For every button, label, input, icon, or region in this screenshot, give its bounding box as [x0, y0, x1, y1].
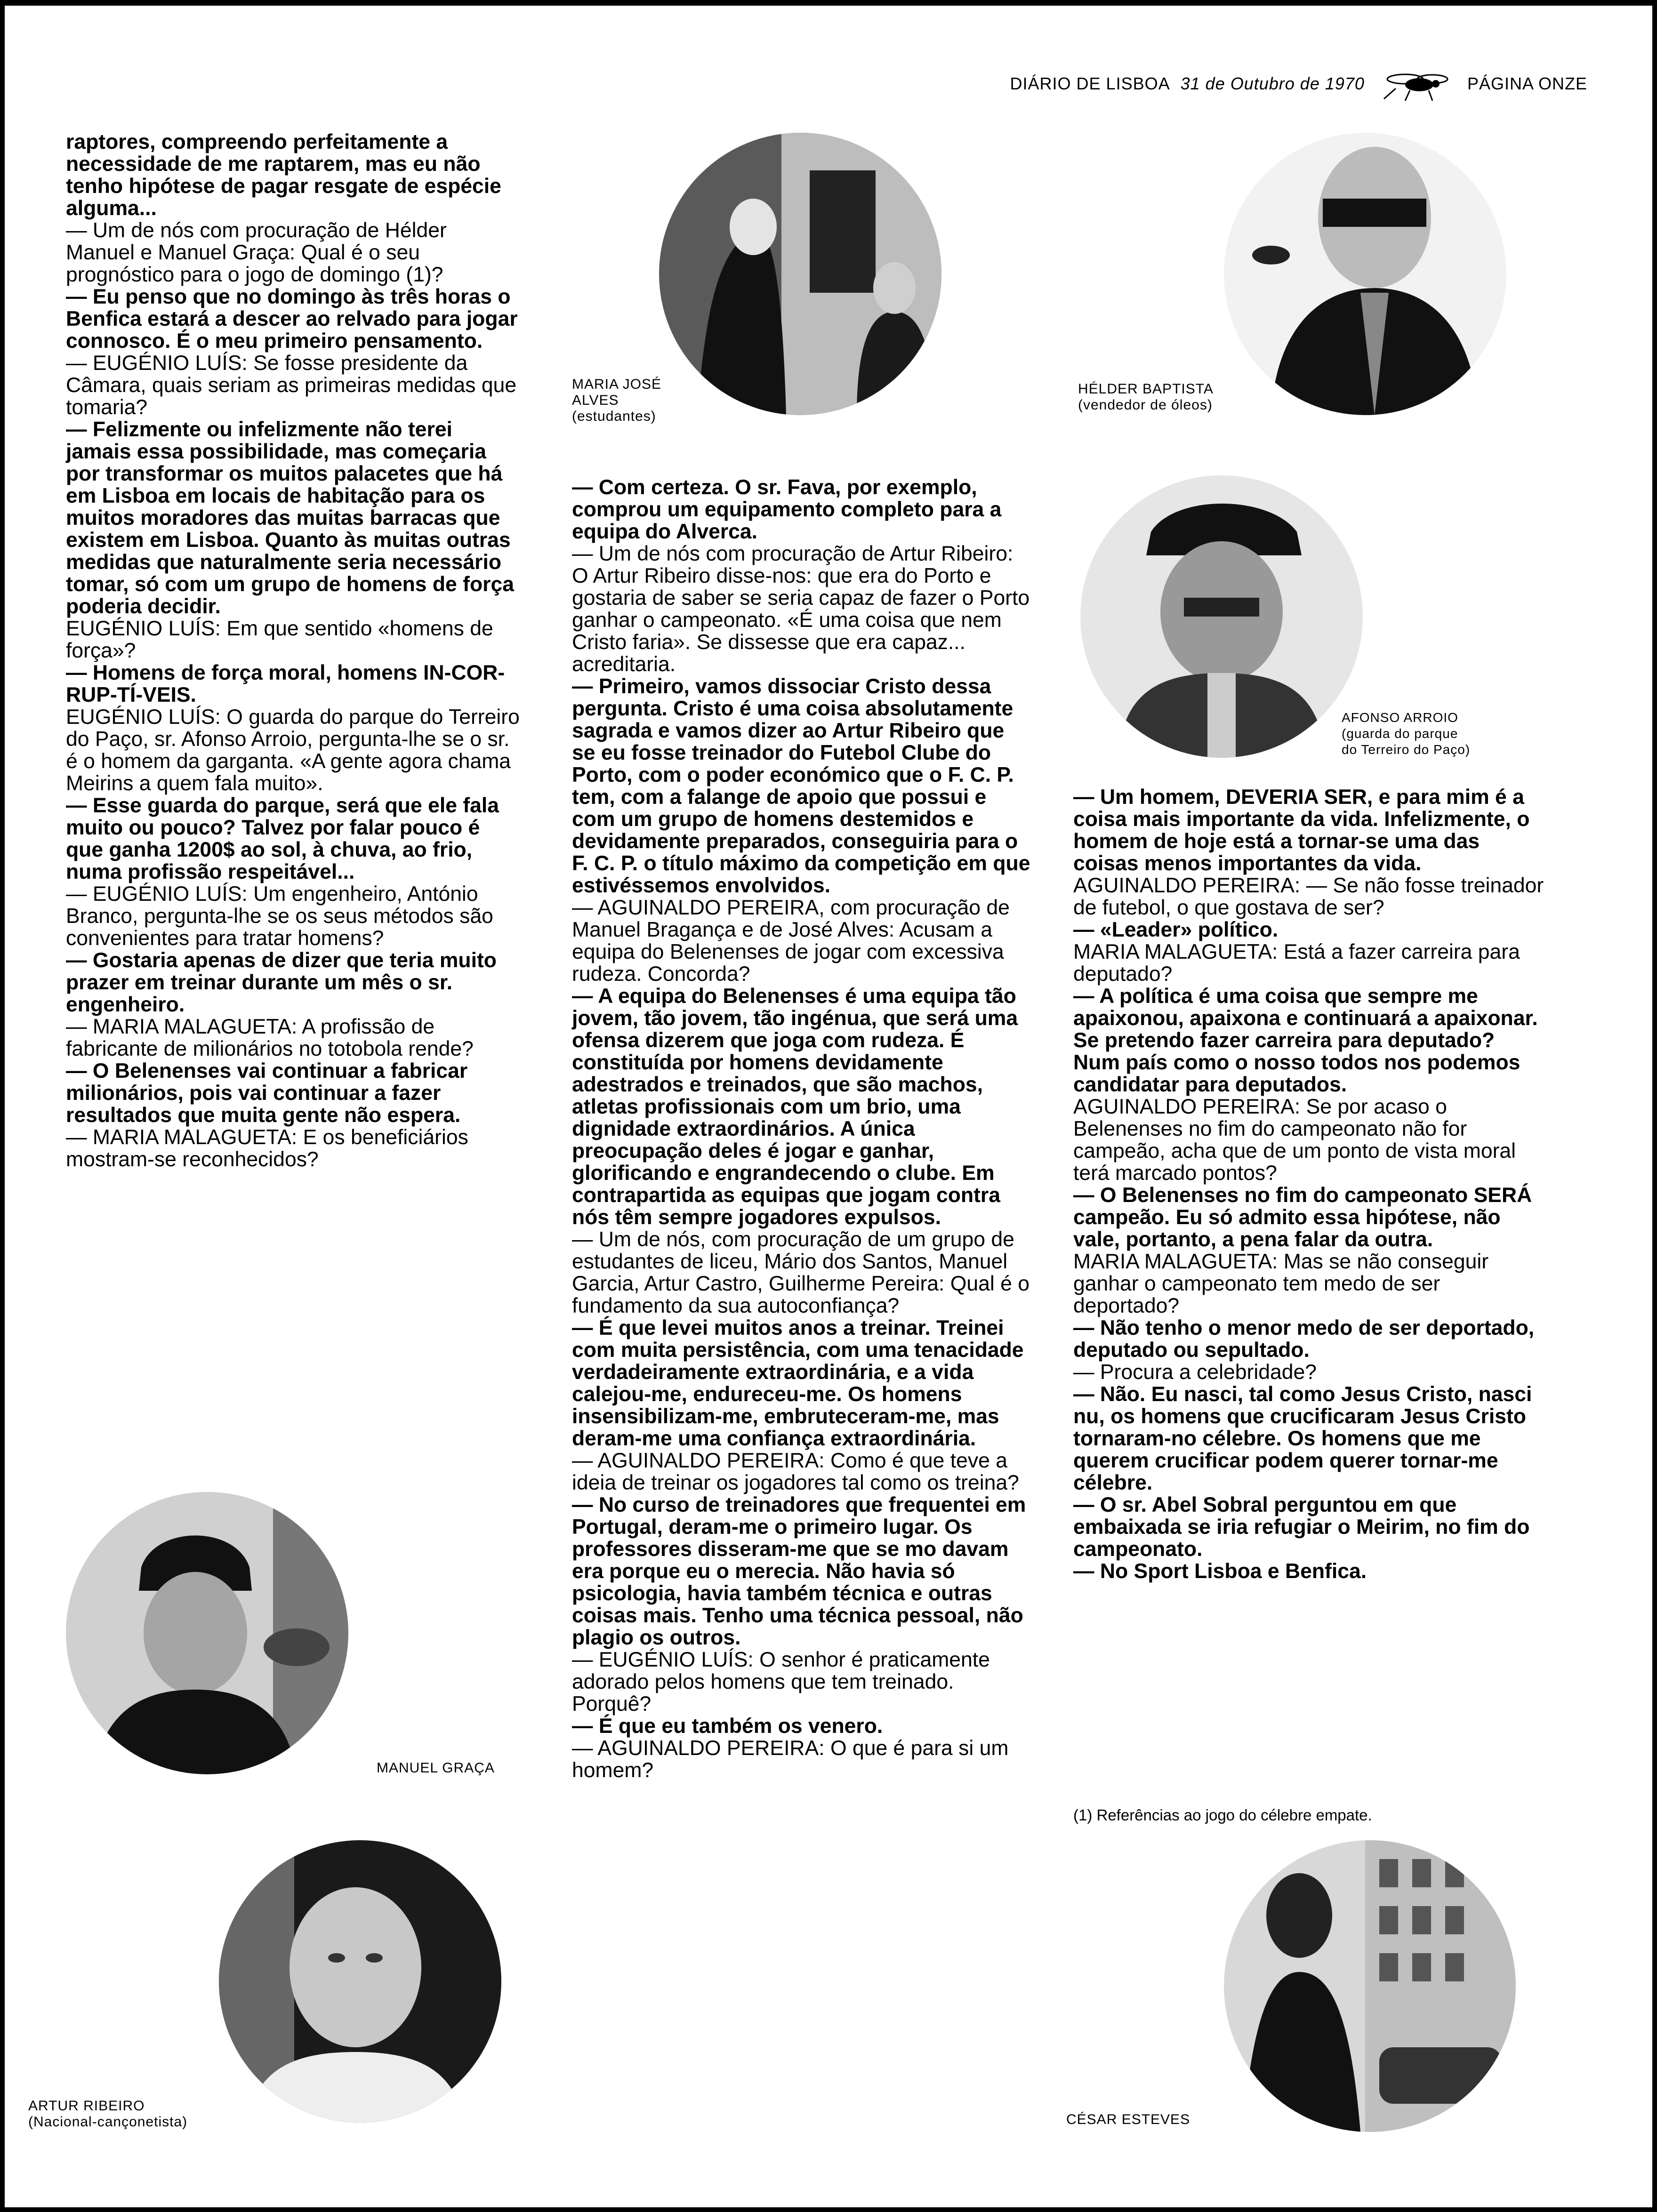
photo-manuel-graca [66, 1492, 348, 1774]
answer-paragraph: — «Leader» político. [1073, 918, 1279, 941]
caption-cesar-esteves: CÉSAR ESTEVES [1066, 2112, 1190, 2127]
page-number: PÁGINA ONZE [1467, 74, 1587, 93]
caption-maria-jose-alves: MARIA JOSÉ ALVES (estudantes) [572, 377, 662, 424]
footnote-text: (1) Referências ao jogo do célebre empate. [1073, 1806, 1372, 1824]
question-paragraph: AGUINALDO PEREIRA: — Se não fosse treinador de futebol, o que gostava de ser? [1073, 874, 1544, 919]
answer-paragraph: — A equipa do Belenenses é uma equipa tão jovem, tão jovem, tão ingénua, que será uma ofensa dizerem que joga com rudeza. É constituída por homens devidamente adestrados e treinados, que são machos, atletas profissionais com um brio, uma dignidade extraordinários. A única preocupação deles é jogar e ganhar, glorificando e engrandecendo o clube. Em contrapartida as equipas que jogam contra nós têm sempre jogadores expulsos. [572, 985, 1018, 1229]
question-paragraph: — EUGÉNIO LUÍS: Se fosse presidente da Câmara, quais seriam as primeiras medidas que tomaria? [66, 352, 517, 419]
answer-paragraph: — No curso de treinadores que frequentei em Portugal, deram-me o primeiro lugar. Os professores disseram-me que se mo davam era porque eu o merecia. Não havia só psicologia, havia também técnica e outras coisas mais. Tenho uma técnica pessoal, não plagio os outros. [572, 1493, 1026, 1649]
photo-afonso-arroio [1080, 475, 1363, 758]
column-left [66, 131, 520, 1170]
column-middle [572, 476, 1033, 1781]
answer-paragraph: — É que eu também os venero. [572, 1715, 883, 1738]
answer-paragraph: — Primeiro, vamos dissociar Cristo dessa pergunta. Cristo é uma coisa absolutamente sagrada e vamos dizer ao Artur Ribeiro que se eu fosse treinador do Futebol Clube do Porto, com o poder económico que o F. C. P. tem, com a falange de apoio que possui e com um grupo de homens destemidos e devidamente preparados, conseguiria para o F. C. P. o título máximo da competição em que estivéssemos envolvidos. [572, 675, 1030, 897]
question-paragraph: EUGÉNIO LUÍS: Em que sentido «homens de força»? [66, 617, 493, 662]
question-paragraph: MARIA MALAGUETA: Mas se não conseguir ganhar o campeonato tem medo de ser deportado? [1073, 1250, 1489, 1317]
answer-paragraph: — Não. Eu nasci, tal como Jesus Cristo, nasci nu, os homens que crucificaram Jesus Cristo tornaram-no célebre. Os homens que me querem crucificar podem querer tornar-me célebre. [1073, 1383, 1532, 1494]
question-paragraph: — MARIA MALAGUETA: E os beneficiários mostram-se reconhecidos? [66, 1126, 468, 1171]
question-paragraph: EUGÉNIO LUÍS: O guarda do parque do Terreiro do Paço, sr. Afonso Arroio, pergunta-lhe se o sr. é o homem da garganta. «A gente agora chama Meirins a quem fala muito». [66, 705, 520, 795]
column-right [1073, 786, 1544, 1582]
answer-paragraph: — A política é uma coisa que sempre me apaixonou, apaixona e continuará a apaixonar. Se pretendo fazer carreira para deputado? Num país como o nosso todos nos podemos candidatar para deputados. [1073, 985, 1538, 1096]
page-border-top [0, 0, 1657, 6]
page-border-right [1652, 0, 1657, 2212]
newspaper-name: DIÁRIO DE LISBOA [1010, 74, 1170, 93]
issue-date: 31 de Outubro de 1970 [1180, 74, 1365, 93]
caption-artur-ribeiro: ARTUR RIBEIRO (Nacional-cançonetista) [28, 2098, 188, 2130]
answer-paragraph: — Felizmente ou infelizmente não terei jamais essa possibilidade, mas começaria por transformar os muitos palacetes que há em Lisboa em locais de habitação para os muitos moradores das muitas barracas que existem em Lisboa. Quanto às muitas outras medidas que naturalmente seria necessário tomar, só com um grupo de homens de força poderia decidir. [66, 418, 514, 618]
footnote [1073, 1806, 1544, 1825]
answer-paragraph: — O sr. Abel Sobral perguntou em que embaixada se iria refugiar o Meirim, no fim do campeonato. [1073, 1493, 1530, 1561]
question-paragraph: MARIA MALAGUETA: Está a fazer carreira para deputado? [1073, 940, 1520, 986]
photo-artur-ribeiro [219, 1840, 501, 2123]
page-border-bottom [0, 2207, 1657, 2212]
answer-paragraph: — Gostaria apenas de dizer que teria muito prazer em treinar durante um mês o sr. engenheiro. [66, 949, 497, 1016]
answer-paragraph: — Não tenho o menor medo de ser deportado, deputado ou sepultado. [1073, 1316, 1535, 1362]
answer-paragraph: — O Belenenses vai continuar a fabricar milionários, pois vai continuar a fazer resultados que muita gente não espera. [66, 1059, 468, 1127]
caption-helder-baptista: HÉLDER BAPTISTA (vendedor de óleos) [1078, 381, 1214, 413]
answer-paragraph: — Um homem, DEVERIA SER, e para mim é a coisa mais importante da vida. Infelizmente, o homem de hoje está a tornar-se uma das coisas menos importantes da vida. [1073, 785, 1530, 875]
caption-manuel-graca: MANUEL GRAÇA [377, 1760, 495, 1776]
answer-paragraph: — Esse guarda do parque, será que ele fala muito ou pouco? Talvez por falar pouco é que ganha 1200$ ao sol, à chuva, ao frio, numa profissão respeitável... [66, 794, 499, 883]
caption-afonso-arroio: AFONSO ARROIO (guarda do parque do Terreiro do Paço) [1342, 710, 1471, 757]
question-paragraph: — Um de nós, com procuração de um grupo de estudantes de liceu, Mário dos Santos, Manuel Garcia, Artur Castro, Guilherme Pereira: Qual é o fundamento da sua autoconfiança? [572, 1228, 1030, 1317]
answer-paragraph: — Homens de força moral, homens IN-COR-RUP-TÍ-VEIS. [66, 661, 505, 706]
question-paragraph: — EUGÉNIO LUÍS: Um engenheiro, António Branco, pergunta-lhe se os seus métodos são convenientes para tratar homens? [66, 882, 493, 950]
question-paragraph: — EUGÉNIO LUÍS: O senhor é praticamente adorado pelos homens que tem treinado. Porquê? [572, 1648, 990, 1715]
question-paragraph: — Procura a celebridade? [1073, 1361, 1317, 1384]
question-paragraph: AGUINALDO PEREIRA: Se por acaso o Belenenses no fim do campeonato não for campeão, acha que de um ponto de vista moral terá marcado pontos? [1073, 1095, 1516, 1185]
question-paragraph: — Um de nós com procuração de Artur Ribeiro: O Artur Ribeiro disse-nos: que era do Porto e gostaria de saber se seria capaz de fazer o Porto ganhar o campeonato. «É uma coisa que nem Cristo faria». Se dissesse que era capaz... acreditaria. [572, 542, 1030, 676]
question-paragraph: — AGUINALDO PEREIRA, com procuração de Manuel Bragança e de José Alves: Acusam a equipa do Belenenses de jogar com excessiva rudeza. Concorda? [572, 896, 1010, 986]
page-header [1010, 65, 1587, 103]
photo-cesar-esteves [1224, 1840, 1516, 2132]
answer-paragraph: raptores, compreendo perfeitamente a necessidade de me raptarem, mas eu não tenho hipótese de pagar resgate de espécie alguma... [66, 130, 501, 220]
photo-helder-baptista [1224, 133, 1506, 415]
answer-paragraph: — O Belenenses no fim do campeonato SERÁ campeão. Eu só admito essa hipótese, não vale, portanto, a pena falar da outra. [1073, 1184, 1532, 1251]
answer-paragraph: — É que levei muitos anos a treinar. Treinei com muita persistência, com uma tenacidade verdadeiramente extraordinária, e a vida calejou-me, endureceu-me. Os homens insensibilizam-me, embruteceram-me, mas deram-me uma confiança extraordinária. [572, 1316, 1024, 1450]
question-paragraph: — Um de nós com procuração de Hélder Manuel e Manuel Graça: Qual é o seu prognóstico para o jogo de domingo (1)? [66, 219, 447, 286]
fly-icon [1377, 65, 1457, 103]
answer-paragraph: — Eu penso que no domingo às três horas o Benfica estará a descer ao relvado para jogar connosco. É o meu primeiro pensamento. [66, 285, 518, 353]
photo-maria-jose-alves [659, 133, 941, 415]
question-paragraph: — AGUINALDO PEREIRA: Como é que teve a ideia de treinar os jogadores tal como os treina? [572, 1449, 1019, 1494]
question-paragraph: — AGUINALDO PEREIRA: O que é para si um homem? [572, 1737, 1009, 1782]
page-border-left [0, 0, 5, 2212]
question-paragraph: — MARIA MALAGUETA: A profissão de fabricante de milionários no totobola rende? [66, 1015, 474, 1060]
answer-paragraph: — No Sport Lisboa e Benfica. [1073, 1560, 1367, 1583]
answer-paragraph: — Com certeza. O sr. Fava, por exemplo, comprou um equipamento completo para a equipa do Alverca. [572, 476, 1002, 543]
